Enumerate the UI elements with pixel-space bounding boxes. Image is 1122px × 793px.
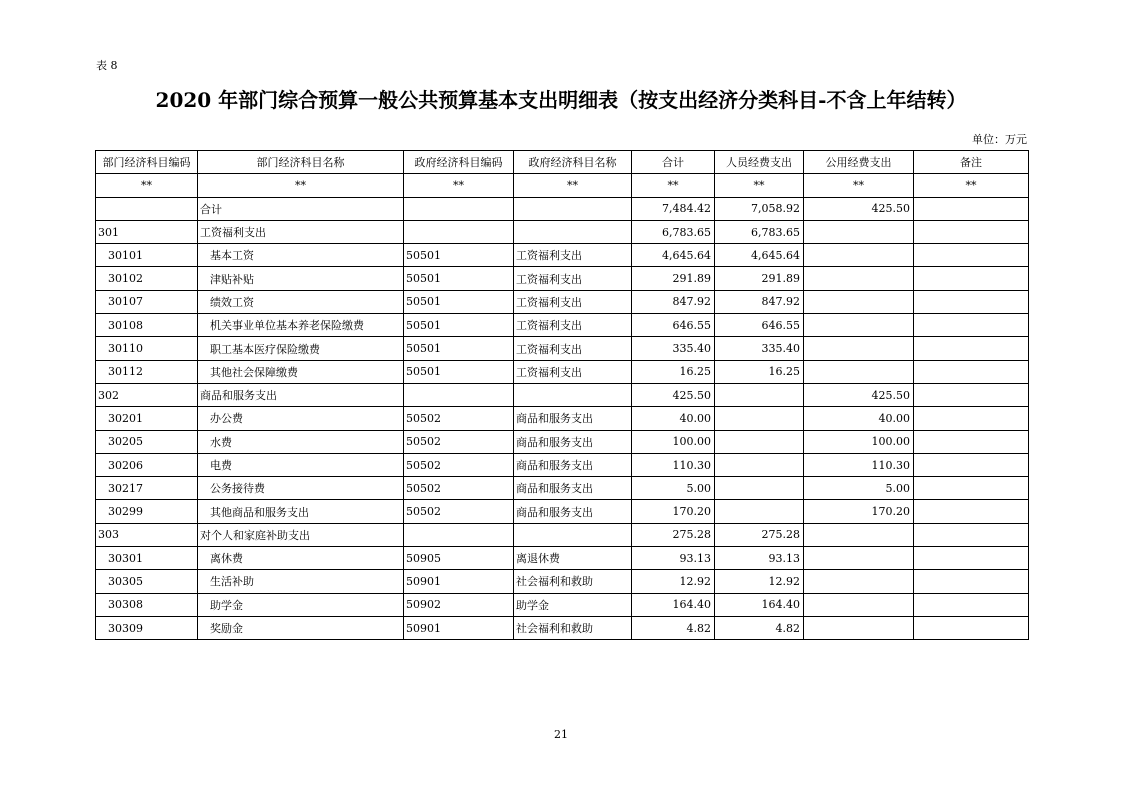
name-cell: 商品和服务支出 [198, 383, 404, 406]
gov-code-cell: 50502 [404, 500, 514, 523]
header-cell: 政府经济科目编码 [404, 151, 514, 174]
name-cell: 机关事业单位基本养老保险缴费 [198, 314, 404, 337]
name-cell: 电费 [198, 453, 404, 476]
unit-label: 单位：万元 [972, 133, 1027, 146]
personnel-cell: 6,783.65 [715, 220, 804, 243]
table-row [96, 430, 1029, 453]
gov-code-cell: 50501 [404, 360, 514, 383]
total-cell: 646.55 [632, 314, 715, 337]
gov-name-cell [514, 197, 632, 220]
code-cell: 30308 [96, 593, 198, 616]
gov-code-cell: 50502 [404, 477, 514, 500]
public-cell: 5.00 [804, 477, 914, 500]
code-cell: 30102 [96, 267, 198, 290]
public-cell [804, 523, 914, 546]
note-cell [914, 407, 1029, 430]
table-row [96, 570, 1029, 593]
public-cell: 100.00 [804, 430, 914, 453]
placeholder-cell: ** [715, 174, 804, 197]
public-cell: 425.50 [804, 383, 914, 406]
personnel-cell: 291.89 [715, 267, 804, 290]
code-cell: 301 [96, 220, 198, 243]
personnel-cell [715, 500, 804, 523]
total-cell: 291.89 [632, 267, 715, 290]
gov-name-cell: 工资福利支出 [514, 360, 632, 383]
code-cell: 30107 [96, 290, 198, 313]
gov-name-cell: 商品和服务支出 [514, 500, 632, 523]
note-cell [914, 314, 1029, 337]
gov-code-cell: 50502 [404, 430, 514, 453]
personnel-cell: 93.13 [715, 547, 804, 570]
table-row [96, 360, 1029, 383]
header-cell: 政府经济科目名称 [514, 151, 632, 174]
page-number: 21 [554, 728, 568, 741]
placeholder-cell: ** [804, 174, 914, 197]
note-cell [914, 523, 1029, 546]
gov-name-cell: 工资福利支出 [514, 267, 632, 290]
personnel-cell [715, 383, 804, 406]
gov-name-cell [514, 220, 632, 243]
gov-code-cell: 50501 [404, 267, 514, 290]
total-cell: 335.40 [632, 337, 715, 360]
page-title: 2020 年部门综合预算一般公共预算基本支出明细表（按支出经济分类科目-不含上年结转） [155, 88, 967, 112]
note-cell [914, 477, 1029, 500]
gov-code-cell [404, 383, 514, 406]
total-cell: 12.92 [632, 570, 715, 593]
code-cell: 30201 [96, 407, 198, 430]
note-cell [914, 570, 1029, 593]
gov-code-cell [404, 220, 514, 243]
total-cell: 40.00 [632, 407, 715, 430]
personnel-cell: 12.92 [715, 570, 804, 593]
placeholder-cell: ** [514, 174, 632, 197]
code-cell: 30305 [96, 570, 198, 593]
header-cell: 部门经济科目编码 [96, 151, 198, 174]
header-cell: 公用经费支出 [804, 151, 914, 174]
public-cell: 170.20 [804, 500, 914, 523]
header-cell: 备注 [914, 151, 1029, 174]
total-cell: 170.20 [632, 500, 715, 523]
code-cell: 30309 [96, 616, 198, 639]
name-cell: 对个人和家庭补助支出 [198, 523, 404, 546]
name-cell: 水费 [198, 430, 404, 453]
note-cell [914, 337, 1029, 360]
gov-name-cell: 商品和服务支出 [514, 407, 632, 430]
note-cell [914, 453, 1029, 476]
public-cell [804, 337, 914, 360]
total-cell: 425.50 [632, 383, 715, 406]
personnel-cell [715, 453, 804, 476]
note-cell [914, 197, 1029, 220]
total-cell: 110.30 [632, 453, 715, 476]
table-row [96, 337, 1029, 360]
code-cell: 30101 [96, 244, 198, 267]
gov-name-cell: 助学金 [514, 593, 632, 616]
gov-name-cell: 商品和服务支出 [514, 477, 632, 500]
code-cell: 30205 [96, 430, 198, 453]
gov-code-cell: 50502 [404, 407, 514, 430]
personnel-cell: 4.82 [715, 616, 804, 639]
personnel-cell [715, 477, 804, 500]
gov-name-cell: 社会福利和救助 [514, 570, 632, 593]
header-row [96, 151, 1029, 174]
public-cell: 110.30 [804, 453, 914, 476]
note-cell [914, 500, 1029, 523]
public-cell [804, 314, 914, 337]
personnel-cell: 164.40 [715, 593, 804, 616]
personnel-cell: 4,645.64 [715, 244, 804, 267]
gov-code-cell: 50501 [404, 337, 514, 360]
name-cell: 其他商品和服务支出 [198, 500, 404, 523]
personnel-cell: 335.40 [715, 337, 804, 360]
gov-name-cell: 社会福利和救助 [514, 616, 632, 639]
code-cell: 30299 [96, 500, 198, 523]
public-cell: 40.00 [804, 407, 914, 430]
note-cell [914, 383, 1029, 406]
table-row [96, 290, 1029, 313]
gov-code-cell: 50501 [404, 290, 514, 313]
table-row [96, 197, 1029, 220]
note-cell [914, 244, 1029, 267]
note-cell [914, 290, 1029, 313]
placeholder-cell: ** [632, 174, 715, 197]
gov-code-cell: 50902 [404, 593, 514, 616]
total-cell: 275.28 [632, 523, 715, 546]
placeholder-cell: ** [914, 174, 1029, 197]
name-cell: 津贴补贴 [198, 267, 404, 290]
note-cell [914, 593, 1029, 616]
table-row [96, 500, 1029, 523]
name-cell: 离休费 [198, 547, 404, 570]
gov-name-cell: 商品和服务支出 [514, 430, 632, 453]
gov-code-cell: 50905 [404, 547, 514, 570]
public-cell [804, 360, 914, 383]
name-cell: 职工基本医疗保险缴费 [198, 337, 404, 360]
gov-name-cell [514, 523, 632, 546]
header-cell: 部门经济科目名称 [198, 151, 404, 174]
gov-code-cell: 50901 [404, 570, 514, 593]
gov-name-cell: 商品和服务支出 [514, 453, 632, 476]
note-cell [914, 616, 1029, 639]
public-cell [804, 244, 914, 267]
public-cell [804, 570, 914, 593]
personnel-cell [715, 407, 804, 430]
table-row [96, 220, 1029, 243]
table-row [96, 267, 1029, 290]
gov-code-cell: 50501 [404, 244, 514, 267]
gov-code-cell: 50901 [404, 616, 514, 639]
gov-code-cell [404, 523, 514, 546]
code-cell: 303 [96, 523, 198, 546]
name-cell: 办公费 [198, 407, 404, 430]
table-number: 表 8 [96, 59, 118, 72]
table-row [96, 616, 1029, 639]
code-cell: 30110 [96, 337, 198, 360]
table-row [96, 523, 1029, 546]
total-cell: 7,484.42 [632, 197, 715, 220]
total-cell: 93.13 [632, 547, 715, 570]
gov-name-cell [514, 383, 632, 406]
name-cell: 公务接待费 [198, 477, 404, 500]
note-cell [914, 267, 1029, 290]
table-row [96, 477, 1029, 500]
code-cell: 30108 [96, 314, 198, 337]
public-cell [804, 616, 914, 639]
personnel-cell: 16.25 [715, 360, 804, 383]
name-cell: 其他社会保障缴费 [198, 360, 404, 383]
budget-table [95, 150, 1029, 640]
gov-name-cell: 工资福利支出 [514, 337, 632, 360]
personnel-cell: 646.55 [715, 314, 804, 337]
placeholder-cell: ** [198, 174, 404, 197]
name-cell: 工资福利支出 [198, 220, 404, 243]
code-cell: 30217 [96, 477, 198, 500]
header-cell: 人员经费支出 [715, 151, 804, 174]
gov-code-cell: 50501 [404, 314, 514, 337]
personnel-cell: 7,058.92 [715, 197, 804, 220]
table-row [96, 244, 1029, 267]
table-row [96, 314, 1029, 337]
total-cell: 16.25 [632, 360, 715, 383]
table-body [96, 197, 1029, 640]
code-cell: 30301 [96, 547, 198, 570]
name-cell: 奖励金 [198, 616, 404, 639]
table-row [96, 453, 1029, 476]
code-cell [96, 197, 198, 220]
name-cell: 助学金 [198, 593, 404, 616]
header-cell: 合计 [632, 151, 715, 174]
table-row [96, 593, 1029, 616]
total-cell: 4,645.64 [632, 244, 715, 267]
public-cell [804, 547, 914, 570]
code-cell: 30206 [96, 453, 198, 476]
placeholder-cell: ** [404, 174, 514, 197]
public-cell [804, 267, 914, 290]
placeholder-cell: ** [96, 174, 198, 197]
table-row [96, 547, 1029, 570]
table-row [96, 407, 1029, 430]
personnel-cell [715, 430, 804, 453]
gov-name-cell: 离退休费 [514, 547, 632, 570]
note-cell [914, 430, 1029, 453]
placeholder-row [96, 174, 1029, 197]
total-cell: 164.40 [632, 593, 715, 616]
note-cell [914, 220, 1029, 243]
note-cell [914, 547, 1029, 570]
public-cell: 425.50 [804, 197, 914, 220]
name-cell: 基本工资 [198, 244, 404, 267]
public-cell [804, 290, 914, 313]
gov-code-cell [404, 197, 514, 220]
gov-name-cell: 工资福利支出 [514, 290, 632, 313]
total-cell: 847.92 [632, 290, 715, 313]
gov-code-cell: 50502 [404, 453, 514, 476]
name-cell: 绩效工资 [198, 290, 404, 313]
public-cell [804, 220, 914, 243]
total-cell: 5.00 [632, 477, 715, 500]
code-cell: 302 [96, 383, 198, 406]
gov-name-cell: 工资福利支出 [514, 314, 632, 337]
table-row [96, 383, 1029, 406]
gov-name-cell: 工资福利支出 [514, 244, 632, 267]
total-cell: 6,783.65 [632, 220, 715, 243]
personnel-cell: 847.92 [715, 290, 804, 313]
public-cell [804, 593, 914, 616]
total-cell: 4.82 [632, 616, 715, 639]
code-cell: 30112 [96, 360, 198, 383]
personnel-cell: 275.28 [715, 523, 804, 546]
name-cell: 生活补助 [198, 570, 404, 593]
total-cell: 100.00 [632, 430, 715, 453]
name-cell: 合计 [198, 197, 404, 220]
note-cell [914, 360, 1029, 383]
